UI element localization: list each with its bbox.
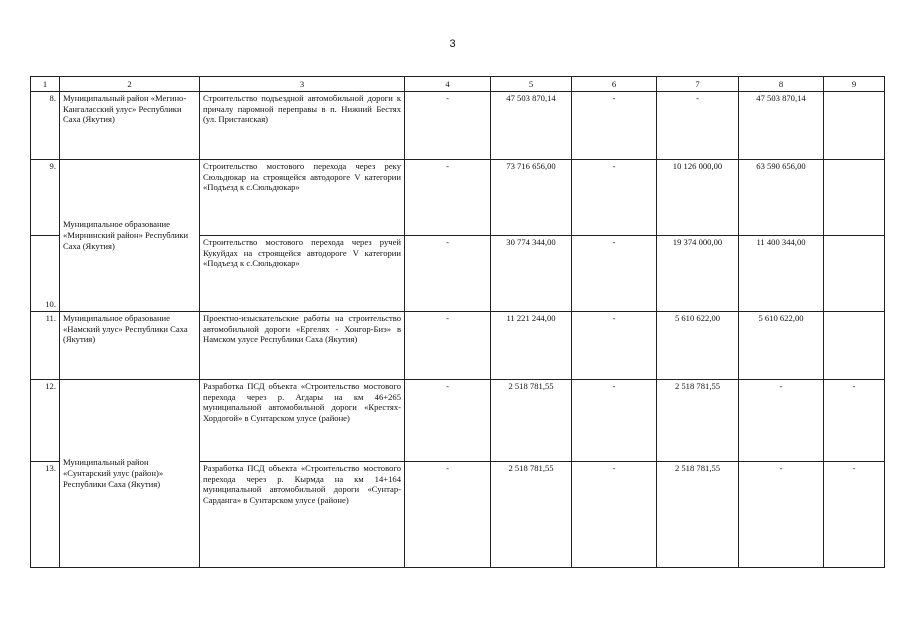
- value-cell: 2 518 781,55: [491, 462, 572, 568]
- header-cell: 4: [405, 77, 491, 92]
- value-cell: 2 518 781,55: [491, 380, 572, 462]
- header-cell: 5: [491, 77, 572, 92]
- value-cell: -: [405, 380, 491, 462]
- table-row: [31, 160, 885, 236]
- value-cell: -: [572, 312, 657, 380]
- description-cell: Строительство мостового перехода через ручей Кукуйдах на строящейся автодороге V категории «Подъезд к с.Сюльдюкар»: [200, 236, 405, 312]
- value-cell: -: [572, 462, 657, 568]
- value-cell: -: [657, 92, 739, 160]
- header-cell: 8: [739, 77, 824, 92]
- value-cell: [824, 312, 885, 380]
- value-cell: 5 610 622,00: [739, 312, 824, 380]
- value-cell: 5 610 622,00: [657, 312, 739, 380]
- value-cell: 2 518 781,55: [657, 462, 739, 568]
- value-cell: -: [405, 92, 491, 160]
- row-number: 10.: [31, 236, 60, 312]
- description-cell: Проектно-изыскательские работы на строительство автомобильной дороги «Ергелях - Хонгор-Биэ» в Намском улусе Республики Саха (Якутия): [200, 312, 405, 380]
- value-cell: -: [405, 160, 491, 236]
- value-cell: -: [572, 92, 657, 160]
- value-cell: 19 374 000,00: [657, 236, 739, 312]
- value-cell: -: [739, 380, 824, 462]
- header-cell: 2: [60, 77, 200, 92]
- value-cell: -: [405, 236, 491, 312]
- header-row: [31, 77, 885, 92]
- value-cell: -: [824, 380, 885, 462]
- value-cell: [824, 160, 885, 236]
- row-number: 9.: [31, 160, 60, 236]
- table-row: [31, 380, 885, 462]
- value-cell: -: [572, 160, 657, 236]
- budget-table: [30, 76, 885, 568]
- header-cell: 3: [200, 77, 405, 92]
- value-cell: [824, 92, 885, 160]
- value-cell: 47 503 870,14: [491, 92, 572, 160]
- page-number: 3: [449, 38, 456, 50]
- header-cell: 9: [824, 77, 885, 92]
- header-cell: 1: [31, 77, 60, 92]
- row-number: 12.: [31, 380, 60, 462]
- value-cell: 47 503 870,14: [739, 92, 824, 160]
- row-number: 11.: [31, 312, 60, 380]
- organization-cell: Муниципальное образование «Мирнинский район» Республики Саха (Якутия): [60, 160, 200, 312]
- value-cell: 73 716 656,00: [491, 160, 572, 236]
- organization-cell: Муниципальный район «Сунтарский улус (район)» Республики Саха (Якутия): [60, 380, 200, 568]
- value-cell: 11 221 244,00: [491, 312, 572, 380]
- value-cell: 11 400 344,00: [739, 236, 824, 312]
- header-cell: 7: [657, 77, 739, 92]
- description-cell: Строительство подъездной автомобильной дороги к причалу паромной переправы в п. Нижний Бестях (ул. Пристанская): [200, 92, 405, 160]
- value-cell: -: [572, 236, 657, 312]
- description-cell: Разработка ПСД объекта «Строительство мостового перехода через р. Кырмда на км 14+164 муниципальной автомобильной дороги «Сунтар-Сарданга» в Сунтарском улусе (районе): [200, 462, 405, 568]
- value-cell: -: [572, 380, 657, 462]
- table-row: [31, 92, 885, 160]
- value-cell: -: [405, 312, 491, 380]
- value-cell: -: [405, 462, 491, 568]
- value-cell: 2 518 781,55: [657, 380, 739, 462]
- value-cell: 10 126 000,00: [657, 160, 739, 236]
- value-cell: 30 774 344,00: [491, 236, 572, 312]
- header-cell: 6: [572, 77, 657, 92]
- value-cell: -: [739, 462, 824, 568]
- value-cell: 63 590 656,00: [739, 160, 824, 236]
- table-row: [31, 312, 885, 380]
- organization-cell: Муниципальное образование «Намский улус» Республики Саха (Якутия): [60, 312, 200, 380]
- description-cell: Строительство мостового перехода через реку Сюльдюкар на строящейся автодороге V категории «Подъезд к с.Сюльдюкар»: [200, 160, 405, 236]
- organization-cell: Муниципальный район «Мегино-Кангаласский улус» Республики Саха (Якутия): [60, 92, 200, 160]
- description-cell: Разработка ПСД объекта «Строительство мостового перехода через р. Агдары на км 46+265 муниципальной автомобильной дороги «Крестях-Хордогой» в Сунтарском улусе (районе): [200, 380, 405, 462]
- value-cell: -: [824, 462, 885, 568]
- row-number: 8.: [31, 92, 60, 160]
- row-number: 13.: [31, 462, 60, 568]
- value-cell: [824, 236, 885, 312]
